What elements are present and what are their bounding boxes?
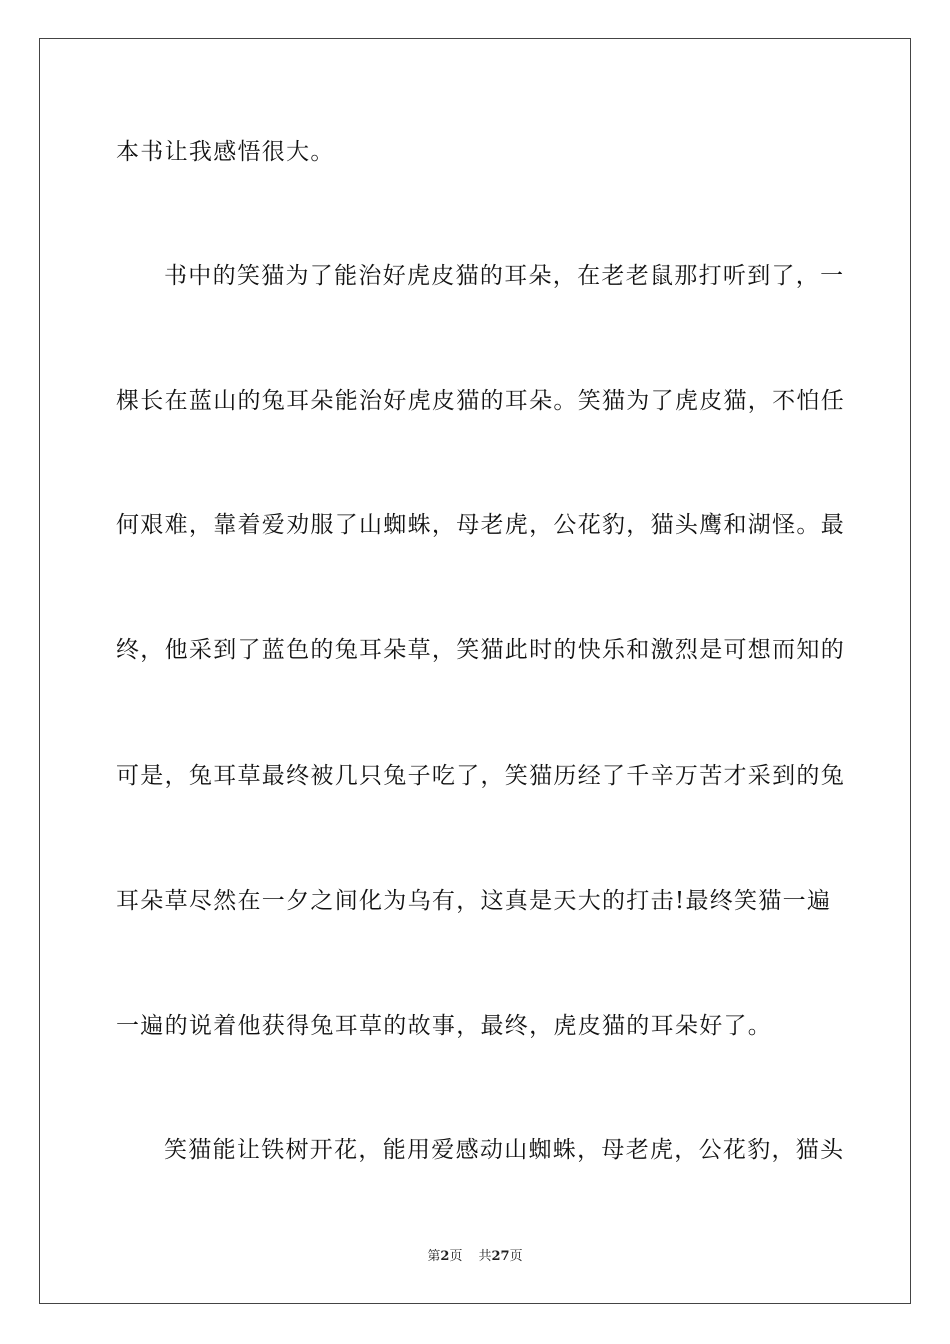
page-footer (0, 1248, 950, 1266)
page-border (39, 38, 911, 1304)
text-line: 一遍的说着他获得兔耳草的故事，最终，虎皮猫的耳朵好了。 (116, 1013, 773, 1039)
total-pages: 27 (491, 1249, 510, 1264)
text-line: 棵长在蓝山的兔耳朵能治好虎皮猫的耳朵。笑猫为了虎皮猫，不怕任 (116, 388, 845, 414)
text-line: 何艰难，靠着爱劝服了山蜘蛛，母老虎，公花豹，猫头鹰和湖怪。最 (116, 512, 845, 538)
paragraph-start-line: 书中的笑猫为了能治好虎皮猫的耳朵，在老老鼠那打听到了，一 (164, 263, 845, 289)
paragraph-start-line: 笑猫能让铁树开花，能用爱感动山蜘蛛，母老虎，公花豹，猫头 (164, 1137, 845, 1163)
page-number: 2 (440, 1249, 450, 1264)
text-line: 可是，兔耳草最终被几只兔子吃了，笑猫历经了千辛万苦才采到的兔 (116, 763, 845, 789)
total-suffix: 页 (509, 1249, 523, 1264)
text-line: 耳朵草尽然在一夕之间化为乌有，这真是天大的打击!最终笑猫一遍 (116, 888, 832, 914)
text-line: 本书让我感悟很大。 (116, 139, 335, 165)
text-line: 终，他采到了蓝色的兔耳朵草，笑猫此时的快乐和激烈是可想而知的 (116, 637, 845, 663)
page-suffix: 页 (449, 1249, 463, 1264)
page-prefix: 第 (427, 1249, 441, 1264)
total-prefix: 共 (478, 1249, 492, 1264)
